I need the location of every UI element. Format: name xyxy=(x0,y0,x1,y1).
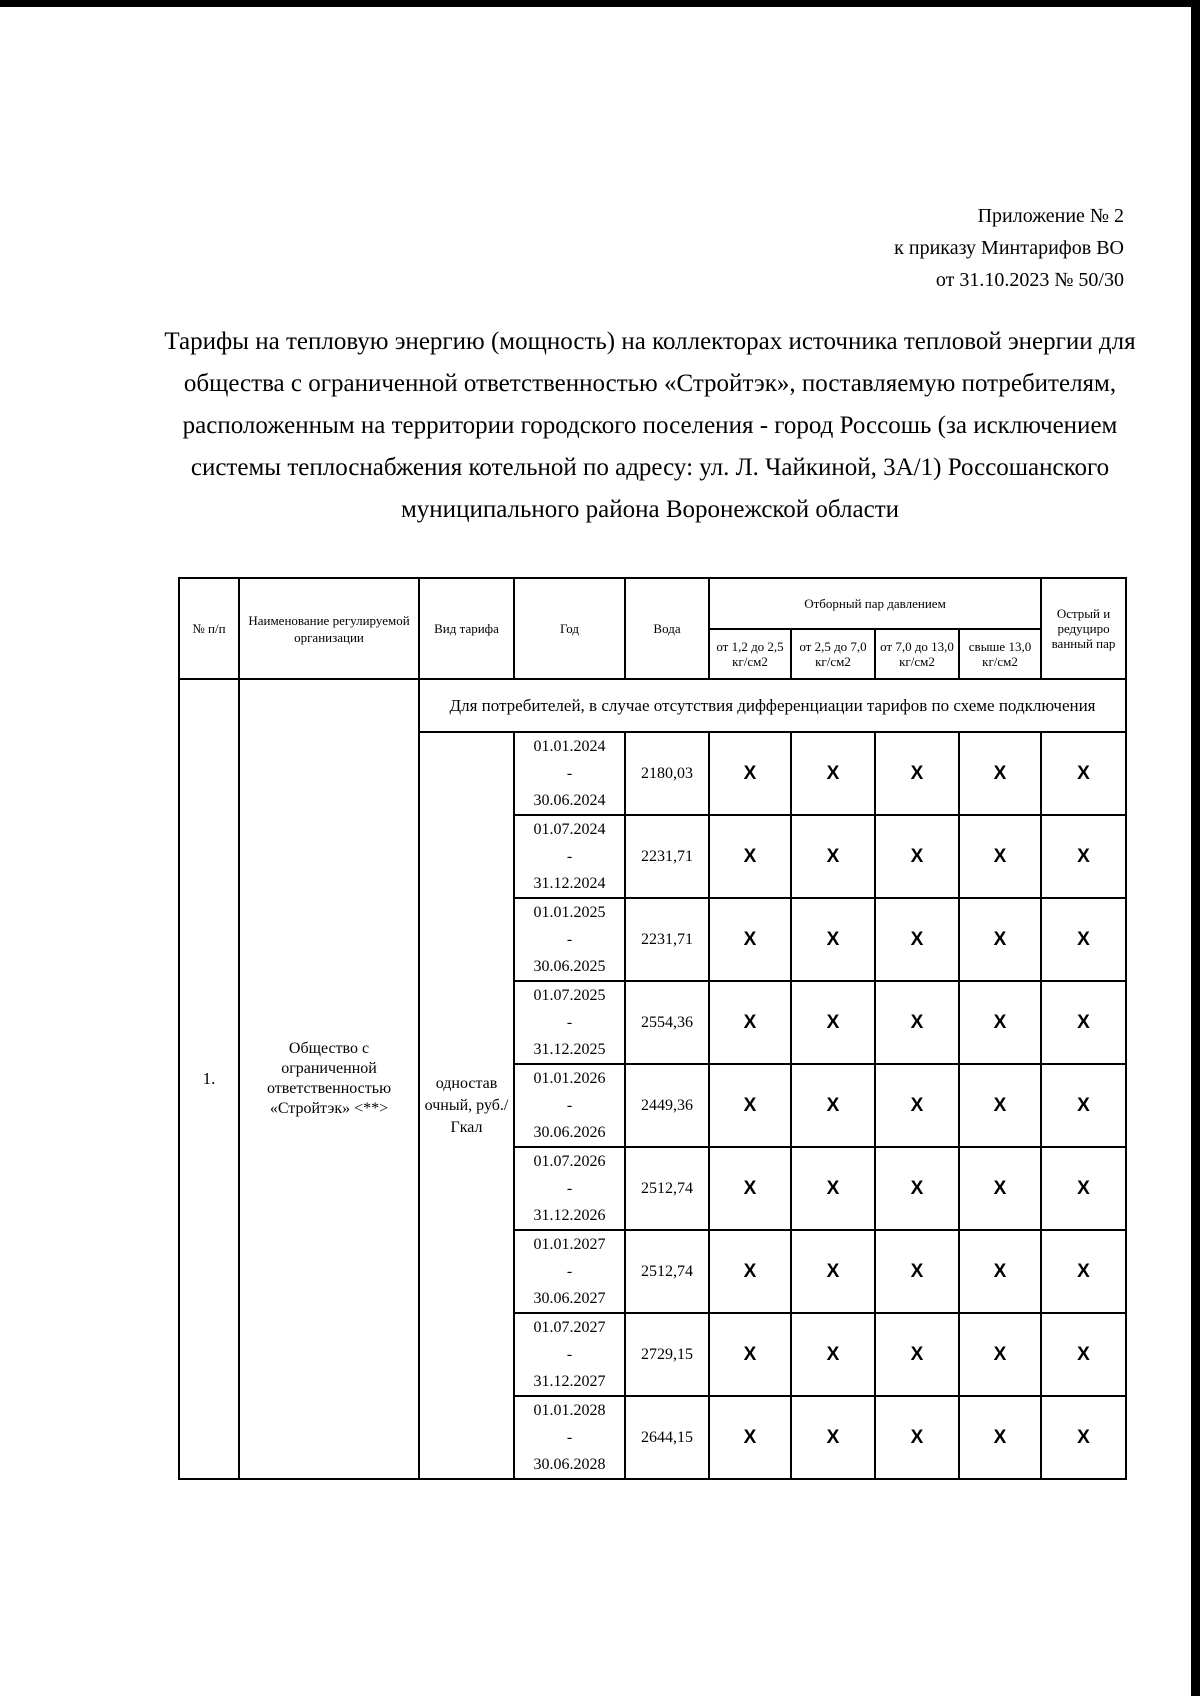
steam-tariff-s4: X xyxy=(959,1396,1041,1479)
steam-tariff-s2: X xyxy=(791,1313,875,1396)
period-cell xyxy=(514,732,625,815)
header-num: № п/п xyxy=(179,578,239,679)
header-year: Год xyxy=(514,578,625,679)
steam-tariff-s3: X xyxy=(875,1230,959,1313)
steam-tariff-s4: X xyxy=(959,815,1041,898)
period-cell xyxy=(514,981,625,1064)
period-cell xyxy=(514,815,625,898)
period-to: 31.12.2024 xyxy=(533,875,606,892)
period-from: 01.07.2024 xyxy=(533,821,606,838)
steam-tariff-s3: X xyxy=(875,732,959,815)
steam-tariff-s1: X xyxy=(709,732,791,815)
steam-tariff-s3: X xyxy=(875,1396,959,1479)
period-cell xyxy=(514,1396,625,1479)
period-from: 01.07.2025 xyxy=(533,987,606,1004)
period-from: 01.01.2025 xyxy=(533,904,606,921)
header-org: Наименование регулируемой организации xyxy=(239,578,419,679)
period-dash: - xyxy=(566,1263,573,1280)
tariff-kind: одностав очный, руб./Гкал xyxy=(419,732,514,1479)
period-to: 31.12.2027 xyxy=(533,1373,606,1390)
period-to: 30.06.2024 xyxy=(533,792,606,809)
steam-tariff-s2: X xyxy=(791,1064,875,1147)
period-from: 01.01.2026 xyxy=(533,1070,606,1087)
steam-tariff-s4: X xyxy=(959,898,1041,981)
row-number: 1. xyxy=(179,679,239,1479)
steam-tariff-s4: X xyxy=(959,1064,1041,1147)
period-to: 30.06.2027 xyxy=(533,1290,606,1307)
steam-tariff-s2: X xyxy=(791,1230,875,1313)
period-cell xyxy=(514,1230,625,1313)
water-tariff: 2644,15 xyxy=(625,1396,709,1479)
period-cell xyxy=(514,1147,625,1230)
header-steam-2: от 2,5 до 7,0 кг/см2 xyxy=(791,629,875,679)
steam-tariff-s4: X xyxy=(959,1147,1041,1230)
period-dash: - xyxy=(566,848,573,865)
period-to: 30.06.2025 xyxy=(533,958,606,975)
water-tariff: 2512,74 xyxy=(625,1147,709,1230)
water-tariff: 2231,71 xyxy=(625,898,709,981)
period-to: 31.12.2025 xyxy=(533,1041,606,1058)
steam-tariff-s4: X xyxy=(959,1313,1041,1396)
appendix-number: Приложение № 2 xyxy=(977,205,1124,227)
period-dash: - xyxy=(566,1429,573,1446)
period-from: 01.07.2027 xyxy=(533,1319,606,1336)
steam-tariff-sharp: X xyxy=(1041,1147,1126,1230)
water-tariff: 2231,71 xyxy=(625,815,709,898)
steam-tariff-s1: X xyxy=(709,981,791,1064)
appendix-reference xyxy=(894,200,1124,296)
steam-tariff-sharp: X xyxy=(1041,815,1126,898)
period-from: 01.01.2024 xyxy=(533,738,606,755)
period-to: 30.06.2026 xyxy=(533,1124,606,1141)
steam-tariff-s4: X xyxy=(959,732,1041,815)
water-tariff: 2449,36 xyxy=(625,1064,709,1147)
steam-tariff-s2: X xyxy=(791,1147,875,1230)
period-dash: - xyxy=(566,931,573,948)
period-from: 01.01.2027 xyxy=(533,1236,606,1253)
steam-tariff-sharp: X xyxy=(1041,898,1126,981)
period-to: 30.06.2028 xyxy=(533,1456,606,1473)
water-tariff: 2512,74 xyxy=(625,1230,709,1313)
scan-border-right xyxy=(1191,0,1200,1696)
steam-tariff-s2: X xyxy=(791,815,875,898)
steam-tariff-s1: X xyxy=(709,815,791,898)
header-steam-3: от 7,0 до 13,0 кг/см2 xyxy=(875,629,959,679)
group-label: Для потребителей, в случае отсутствия дифференциации тарифов по схеме подключения xyxy=(419,679,1126,732)
period-cell xyxy=(514,898,625,981)
appendix-order: к приказу Минтарифов ВО xyxy=(894,237,1124,259)
period-dash: - xyxy=(566,1014,573,1031)
water-tariff: 2729,15 xyxy=(625,1313,709,1396)
steam-tariff-s3: X xyxy=(875,815,959,898)
steam-tariff-s3: X xyxy=(875,1313,959,1396)
organization-name: Общество с ограниченной ответственностью «Стройтэк» <**> xyxy=(239,679,419,1479)
water-tariff: 2554,36 xyxy=(625,981,709,1064)
steam-tariff-s1: X xyxy=(709,1313,791,1396)
steam-tariff-s1: X xyxy=(709,1064,791,1147)
steam-tariff-sharp: X xyxy=(1041,981,1126,1064)
period-cell xyxy=(514,1313,625,1396)
steam-tariff-sharp: X xyxy=(1041,1313,1126,1396)
header-water: Вода xyxy=(625,578,709,679)
period-to: 31.12.2026 xyxy=(533,1207,606,1224)
steam-tariff-s3: X xyxy=(875,1147,959,1230)
steam-tariff-s2: X xyxy=(791,732,875,815)
header-kind: Вид тарифа xyxy=(419,578,514,679)
steam-tariff-s1: X xyxy=(709,1230,791,1313)
appendix-date: от 31.10.2023 № 50/30 xyxy=(935,269,1124,291)
steam-tariff-s1: X xyxy=(709,1396,791,1479)
steam-tariff-s2: X xyxy=(791,981,875,1064)
steam-tariff-sharp: X xyxy=(1041,1230,1126,1313)
header-steam-4: свыше 13,0 кг/см2 xyxy=(959,629,1041,679)
period-dash: - xyxy=(566,765,573,782)
steam-tariff-s4: X xyxy=(959,981,1041,1064)
steam-tariff-sharp: X xyxy=(1041,732,1126,815)
steam-tariff-s1: X xyxy=(709,898,791,981)
header-steam-1: от 1,2 до 2,5 кг/см2 xyxy=(709,629,791,679)
water-tariff: 2180,03 xyxy=(625,732,709,815)
steam-tariff-s2: X xyxy=(791,898,875,981)
steam-tariff-s2: X xyxy=(791,1396,875,1479)
document-title: Тарифы на тепловую энергию (мощность) на коллекторах источника тепловой энергии для общества с ограниченной ответственностью «Стройтэк», поставляемую потребителям, расположенным на территории городского поселения - город Россошь (за исключением системы теплоснабжения котельной по адресу: ул. Л. Чайкиной, 3А/1) Россошанского муниципального района Воронежской области xyxy=(164,328,1136,523)
steam-tariff-sharp: X xyxy=(1041,1064,1126,1147)
steam-tariff-s3: X xyxy=(875,1064,959,1147)
period-dash: - xyxy=(566,1346,573,1363)
header-steam-group: Отборный пар давлением xyxy=(709,578,1041,629)
period-dash: - xyxy=(566,1097,573,1114)
period-cell xyxy=(514,1064,625,1147)
tariff-table xyxy=(178,577,1127,1480)
period-dash: - xyxy=(566,1180,573,1197)
period-from: 01.01.2028 xyxy=(533,1402,606,1419)
steam-tariff-s4: X xyxy=(959,1230,1041,1313)
period-from: 01.07.2026 xyxy=(533,1153,606,1170)
steam-tariff-sharp: X xyxy=(1041,1396,1126,1479)
steam-tariff-s3: X xyxy=(875,981,959,1064)
header-sharp-steam: Острый и редуциро ванный пар xyxy=(1041,578,1126,679)
scan-border-top xyxy=(0,0,1200,7)
steam-tariff-s3: X xyxy=(875,898,959,981)
steam-tariff-s1: X xyxy=(709,1147,791,1230)
